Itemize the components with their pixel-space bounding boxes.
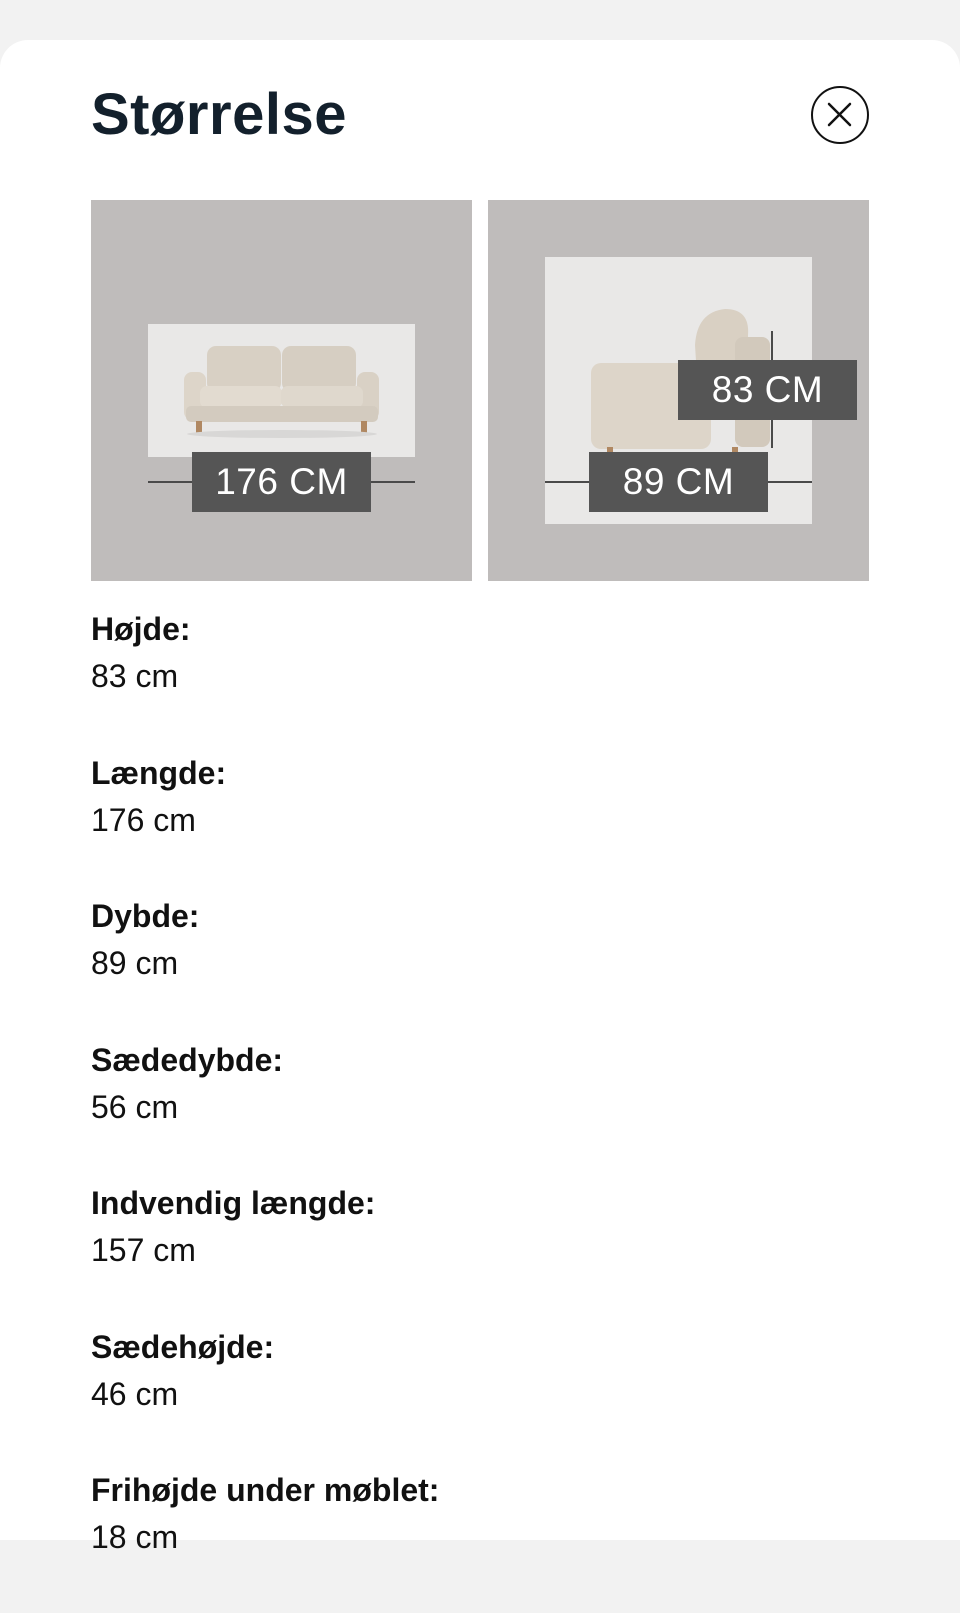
spec-value: 56 cm [91, 1088, 179, 1125]
spec-label: Frihøjde under møblet: [91, 1472, 440, 1508]
spec-label: Sædehøjde: [91, 1328, 275, 1365]
spec-value: 18 cm [91, 1519, 179, 1555]
sofa-side-image [488, 200, 869, 581]
sofa-front-illustration [148, 324, 415, 457]
spec-height [91, 608, 871, 752]
spec-depth [91, 895, 871, 1039]
spec-value: 46 cm [91, 1375, 179, 1412]
spec-label: Dybde: [91, 898, 200, 934]
sofa-front-photo [148, 324, 415, 457]
sofa-front-image [91, 200, 472, 581]
spec-ground-clearance [91, 1469, 871, 1613]
spec-seat-depth [91, 1039, 871, 1183]
size-dialog [0, 40, 960, 1555]
spec-inner-length [91, 1182, 871, 1326]
height-label: 83 CM [678, 360, 857, 420]
spec-value: 176 cm [91, 801, 196, 838]
spec-seat-height [91, 1326, 871, 1470]
spec-value: 83 cm [91, 658, 179, 694]
spec-value: 157 cm [91, 1232, 196, 1268]
dimension-specs-list [91, 608, 871, 1613]
width-label: 176 CM [192, 452, 371, 512]
spec-label: Højde: [91, 611, 191, 647]
close-icon [813, 88, 866, 141]
spec-value: 89 cm [91, 945, 179, 981]
spec-label: Indvendig længde: [91, 1185, 376, 1221]
depth-label: 89 CM [589, 452, 768, 512]
spec-label: Sædedybde: [91, 1041, 284, 1078]
dialog-title: Størrelse [91, 82, 347, 147]
close-button[interactable] [811, 86, 869, 144]
spec-length [91, 752, 871, 896]
spec-label: Længde: [91, 754, 227, 791]
